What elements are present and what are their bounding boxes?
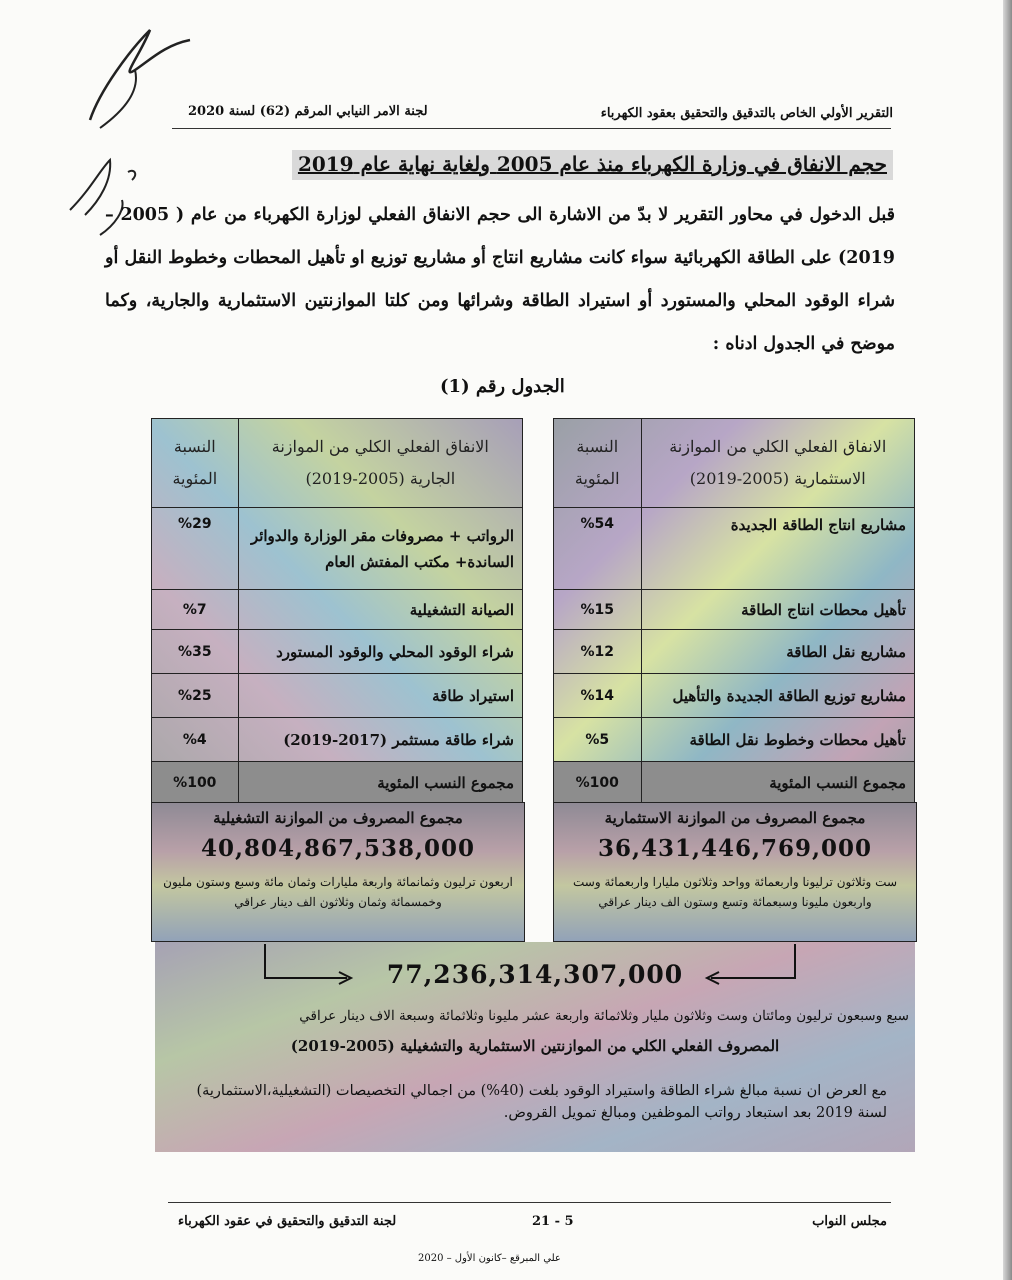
section-title: حجم الانفاق في وزارة الكهرباء منذ عام 2005 ولغاية نهاية عام 2019 xyxy=(292,150,893,180)
table-cell: مشاريع انتاج الطاقة الجديدة xyxy=(641,508,915,590)
table-cell: %100 xyxy=(152,762,239,804)
footer-parliament: مجلس النواب xyxy=(812,1214,887,1229)
operating-total-amount: 40,804,867,538,000 xyxy=(200,835,476,862)
page-number: 21 - 5 xyxy=(532,1214,574,1229)
footer-committee: لجنة التدقيق والتحقيق في عقود الكهرباء xyxy=(178,1214,397,1229)
table-cell: %100 xyxy=(554,762,642,804)
operating-table xyxy=(151,418,523,804)
table-cell: %7 xyxy=(152,590,239,630)
investment-header-label: الانفاق الفعلي الكلي من الموازنة الاستثمارية (2005-2019) xyxy=(641,419,915,508)
table-cell: %29 xyxy=(152,508,239,590)
table-cell: %54 xyxy=(554,508,642,590)
grand-total-words: سبع وسبعون ترليون ومائتان وست وثلاثون مليار وثلاثمائة واربعة عشر مليونا وثلاثمائة وسبعة الاف دينار عراقي xyxy=(299,1008,909,1024)
table-cell: %12 xyxy=(554,630,642,674)
table-cell: شراء طاقة مستثمر (2017-2019) xyxy=(238,718,522,762)
table-cell: استيراد طاقة xyxy=(238,674,522,718)
table-cell: %25 xyxy=(152,674,239,718)
footer-author: علي المبرقع –كانون الأول – 2020 xyxy=(418,1253,561,1264)
table-cell: تأهيل محطات انتاج الطاقة xyxy=(641,590,915,630)
table-cell: مجموع النسب المئوية xyxy=(238,762,522,804)
operating-total-box xyxy=(151,802,525,942)
table-cell: %4 xyxy=(152,718,239,762)
table-cell: %5 xyxy=(554,718,642,762)
footer-divider xyxy=(168,1202,891,1203)
operating-total-title: مجموع المصروف من الموازنة التشغيلية xyxy=(213,809,463,827)
header-committee: لجنة الامر النيابي المرقم (62) لسنة 2020 xyxy=(188,104,428,119)
table-cell: مشاريع توزيع الطاقة الجديدة والتأهيل xyxy=(641,674,915,718)
table-caption: الجدول رقم (1) xyxy=(440,376,565,397)
grand-total-amount: 77,236,314,307,000 xyxy=(386,960,684,989)
grand-total-box xyxy=(155,942,915,1152)
operating-header-pct: النسبة المئوية xyxy=(152,419,239,508)
intro-paragraph: قبل الدخول في محاور التقرير لا بدّ من الاشارة الى حجم الانفاق الفعلي لوزارة الكهرباء من عام ( 2005 – 2019) على الطاقة الكهربائية سواء كانت مشاريع انتاج أو مشاريع توزيع او تأهيل المحطات وخطوط النقل أو شراء الوقود المحلي والمستورد أو استيراد الطاقة وشرائها ومن كلتا الموازنتين الاستثمارية والجارية، وكما موضح في الجدول ادناه : xyxy=(105,205,895,354)
header-report-title: التقرير الأولي الخاص بالتدقيق والتحقيق بعقود الكهرباء xyxy=(600,106,893,121)
grand-total-description: المصروف الفعلي الكلي من الموازنتين الاستثمارية والتشغيلية (2005-2019) xyxy=(290,1037,780,1055)
table-cell: الرواتب + مصروفات مقر الوزارة والدوائر الساندة+ مكتب المفتش العام xyxy=(238,508,522,590)
investment-total-title: مجموع المصروف من الموازنة الاستثمارية xyxy=(604,809,866,827)
grand-total-note: مع العرض ان نسبة مبالغ شراء الطاقة واستيراد الوقود بلغت (40%) من اجمالي التخصيصات (التشغيلية،الاستثمارية) لسنة 2019 بعد استبعاد رواتب الموظفين ومبالغ تمويل القروض. xyxy=(196,1083,887,1121)
table-cell: مشاريع نقل الطاقة xyxy=(641,630,915,674)
operating-total-words: اربعون ترليون وثمانمائة واربعة مليارات وثمان مائة وسبع وستون مليون وخمسمائة وثمان وثلاثون الف دينار عراقي xyxy=(163,875,513,909)
operating-header-label: الانفاق الفعلي الكلي من الموازنة الجارية (2005-2019) xyxy=(238,419,522,508)
investment-table xyxy=(553,418,915,804)
investment-total-words: ست وثلاثون ترليونا واربعمائة وواحد وثلاثون مليارا واربعمائة وست واربعون مليونا وسبعمائة وتسع وستون الف دينار عراقي xyxy=(573,875,897,909)
header-divider xyxy=(172,128,891,129)
table-cell: الصيانة التشغيلية xyxy=(238,590,522,630)
table-cell: %35 xyxy=(152,630,239,674)
table-cell: شراء الوقود المحلي والوقود المستورد xyxy=(238,630,522,674)
table-cell: مجموع النسب المئوية xyxy=(641,762,915,804)
investment-total-box xyxy=(553,802,917,942)
table-cell: %14 xyxy=(554,674,642,718)
investment-total-amount: 36,431,446,769,000 xyxy=(597,835,873,862)
scan-edge xyxy=(1003,0,1012,1280)
table-cell: تأهيل محطات وخطوط نقل الطاقة xyxy=(641,718,915,762)
investment-header-pct: النسبة المئوية xyxy=(554,419,642,508)
table-cell: %15 xyxy=(554,590,642,630)
